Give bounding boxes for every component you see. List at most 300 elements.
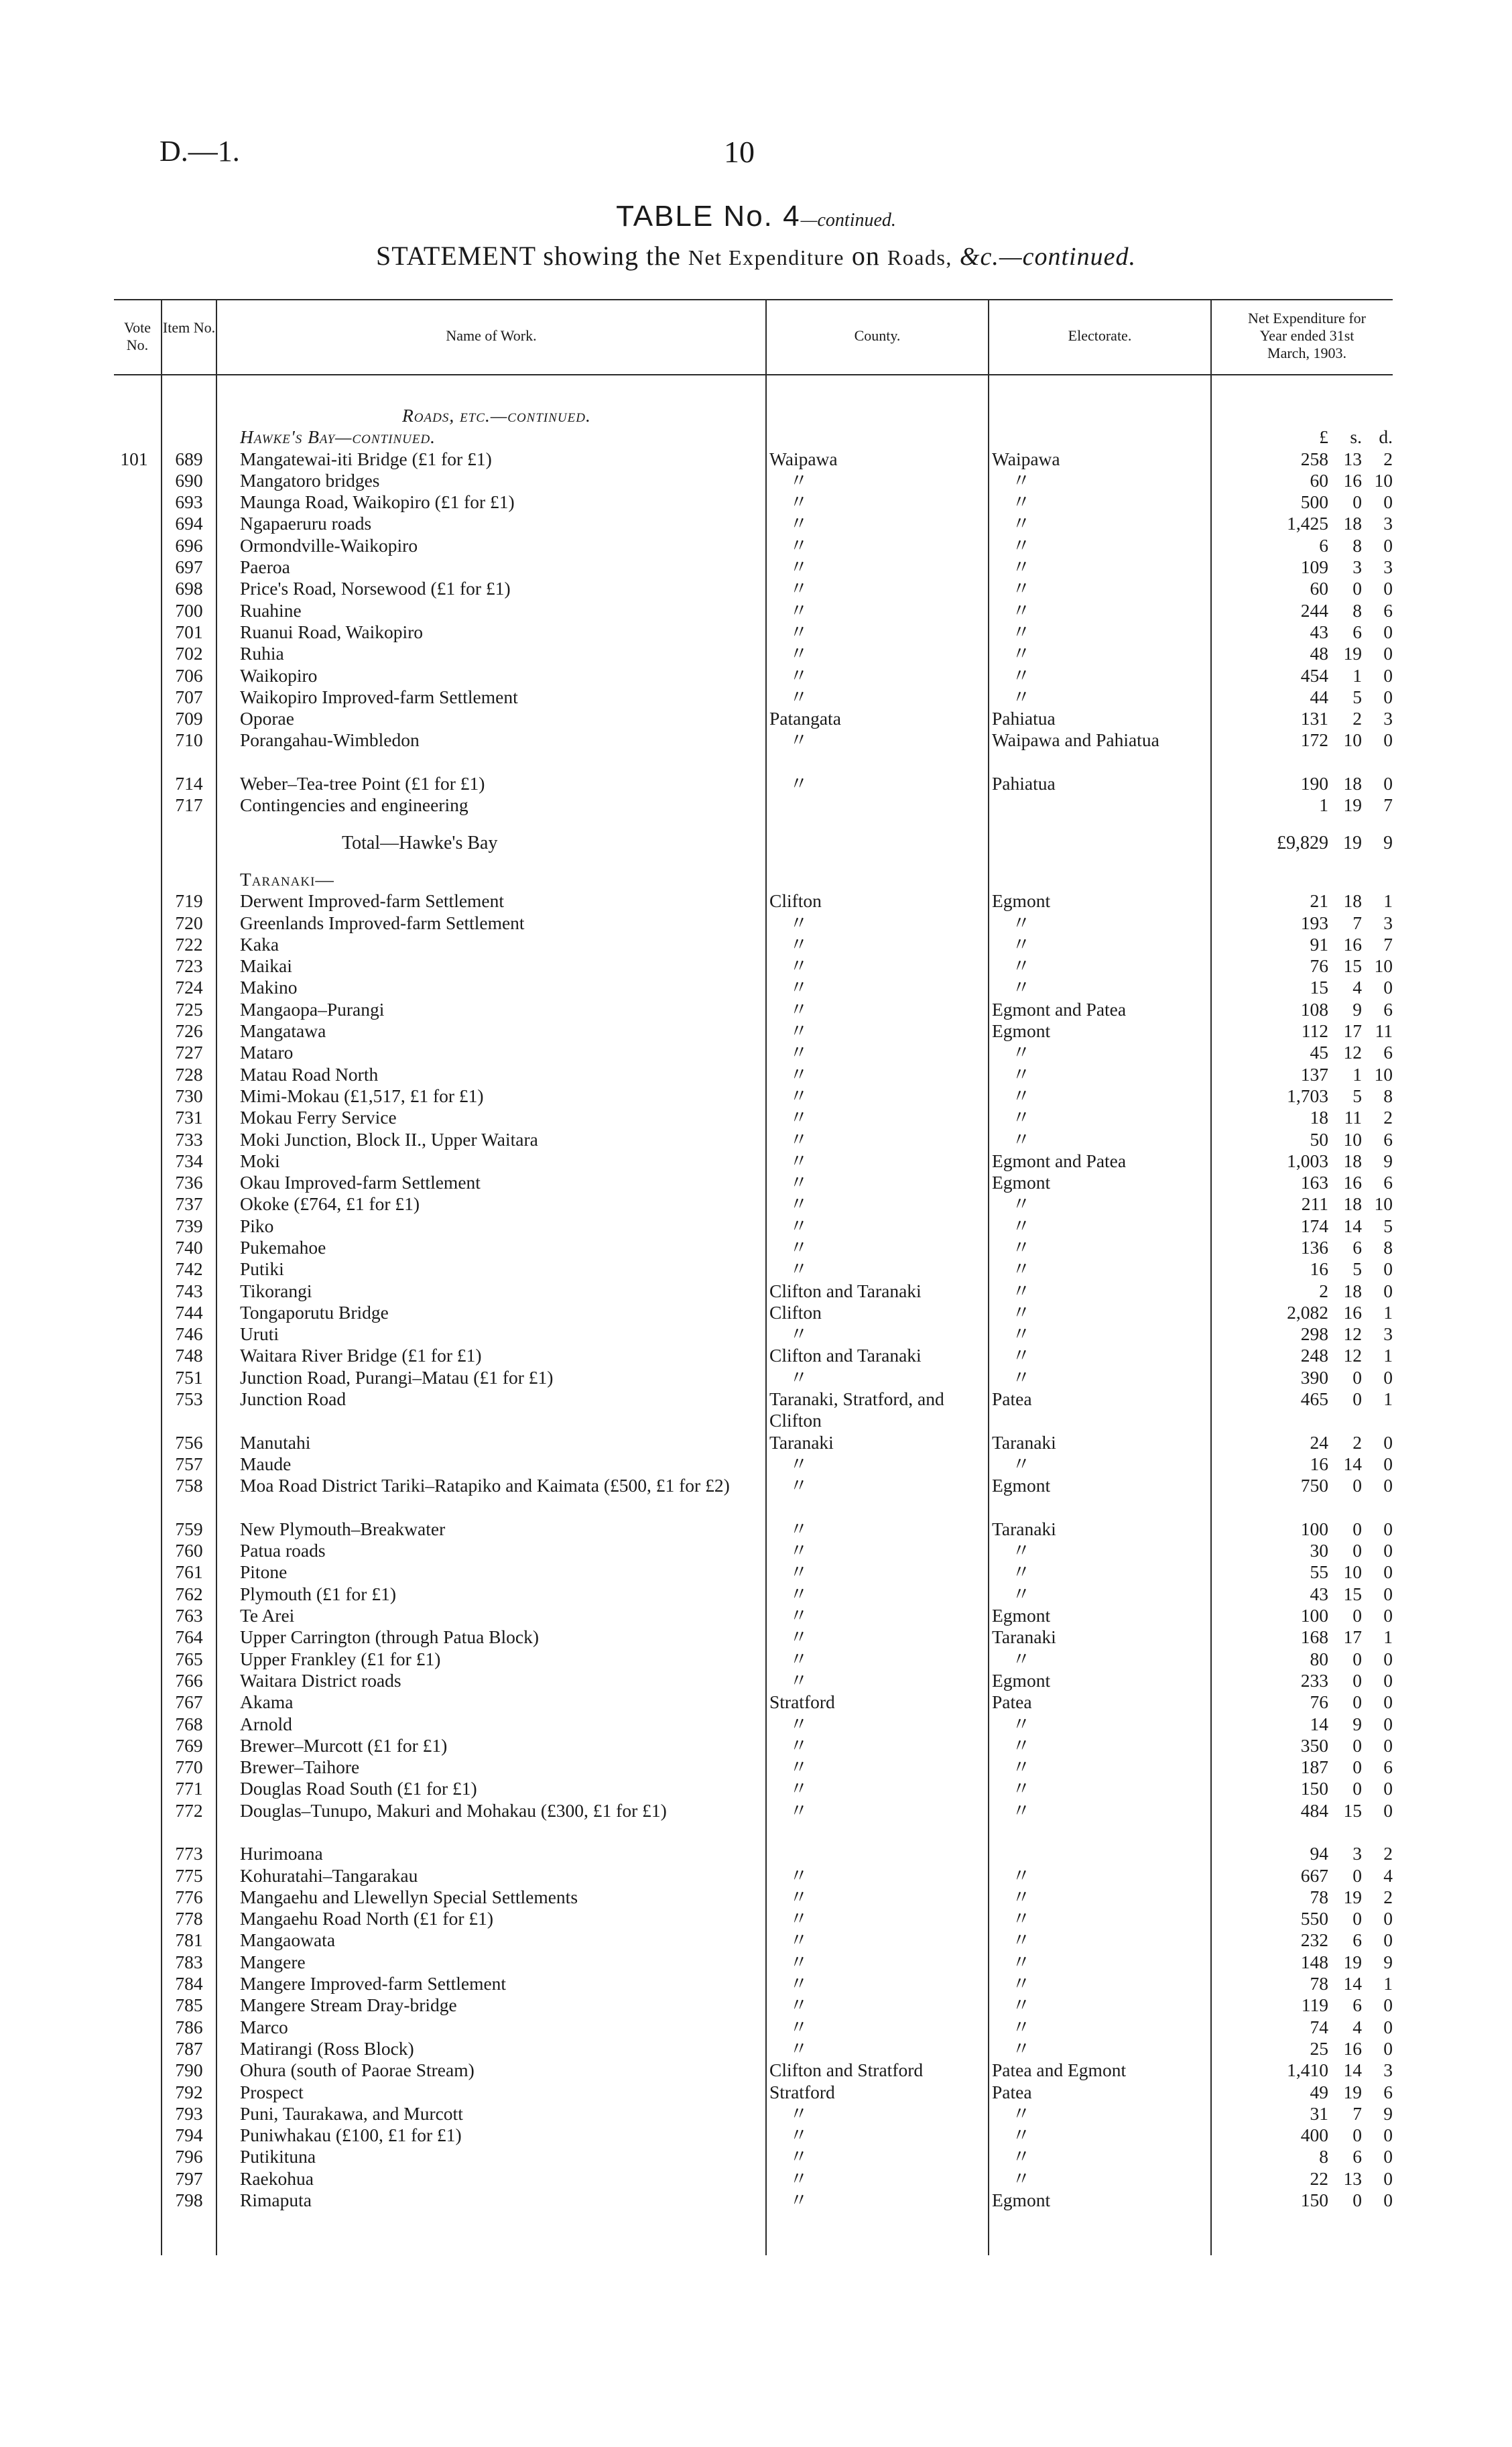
amount <box>1255 1670 1393 1691</box>
pence: 0 <box>1383 2125 1393 2146</box>
item-number: 743 <box>175 1280 203 1301</box>
electorate-cell: 〃 <box>1012 1799 1031 1821</box>
amount <box>1255 1302 1393 1323</box>
item-number: 767 <box>175 1691 203 1713</box>
pounds: 22 <box>1310 2167 1328 2189</box>
work-name: Douglas Road South (£1 for £1) <box>240 1778 477 1799</box>
pounds: 190 <box>1300 773 1328 794</box>
work-name: Ormondville-Waikopiro <box>240 534 418 556</box>
county-cell: 〃 <box>790 599 808 621</box>
item-number: 792 <box>175 2081 203 2102</box>
item-number: 727 <box>175 1042 203 1063</box>
item-number: 722 <box>175 933 203 955</box>
work-name: Upper Frankley (£1 for £1) <box>240 1648 441 1669</box>
electorate-cell: 〃 <box>1012 1648 1031 1669</box>
work-name: Douglas–Tunupo, Makuri and Mohakau (£300, £1 for £1) <box>240 1799 667 1821</box>
amount <box>1255 1756 1393 1778</box>
electorate-cell: Egmont and Patea <box>992 998 1127 1020</box>
amount <box>1255 1020 1393 1042</box>
table-row <box>114 2190 1393 2211</box>
pence: 1 <box>1383 1973 1393 1994</box>
work-name: Waitara District roads <box>240 1669 401 1691</box>
electorate-cell: 〃 <box>1012 1778 1031 1799</box>
work-name: Pukemahoe <box>240 1236 326 1258</box>
pence: 6 <box>1383 998 1393 1020</box>
item-number: 723 <box>175 955 203 977</box>
table-row <box>114 794 1393 816</box>
pence: 8 <box>1383 1236 1393 1258</box>
pounds: 109 <box>1300 556 1328 578</box>
pounds: 30 <box>1310 1540 1328 1561</box>
table-row <box>114 1778 1393 1799</box>
shillings: 3 <box>1352 556 1362 578</box>
electorate-cell: 〃 <box>1012 1063 1031 1085</box>
item-number: 706 <box>175 664 203 686</box>
amount <box>1255 1367 1393 1388</box>
amount <box>1255 1691 1393 1713</box>
section-hawkes-text: Hawke's Bay—continued. <box>240 426 436 448</box>
item-number: 739 <box>175 1215 203 1236</box>
table-body <box>114 405 1393 2211</box>
shillings: 7 <box>1352 912 1362 933</box>
shillings: 4 <box>1352 2016 1362 2037</box>
item-number: 707 <box>175 686 203 707</box>
shillings: 18 <box>1343 1280 1362 1301</box>
electorate-cell: 〃 <box>1012 1951 1031 1972</box>
amount <box>1255 643 1393 664</box>
county-cell: 〃 <box>790 1713 808 1734</box>
shillings: 1 <box>1352 664 1362 686</box>
shillings: 18 <box>1343 513 1362 534</box>
table-row <box>114 665 1393 687</box>
work-name: Mangaehu and Llewellyn Special Settlements <box>240 1886 578 1907</box>
pence: 0 <box>1383 2037 1393 2059</box>
county-cell: 〃 <box>790 1475 808 1496</box>
pence: 2 <box>1383 1843 1393 1864</box>
pounds: 108 <box>1300 998 1328 1020</box>
amount <box>1255 1735 1393 1756</box>
pence: 0 <box>1383 1669 1393 1691</box>
county-cell: Taranaki, Stratford, and Clifton <box>769 1388 944 1431</box>
work-name: Putiki <box>240 1258 284 1280</box>
electorate-cell: Taranaki <box>992 1518 1056 1539</box>
item-number: 759 <box>175 1518 203 1539</box>
table-row <box>114 1453 1393 1475</box>
amount <box>1255 2146 1393 2167</box>
shillings: 15 <box>1343 1799 1362 1821</box>
work-name: Makino <box>240 977 298 998</box>
pounds: 244 <box>1300 599 1328 621</box>
electorate-cell: 〃 <box>1012 664 1031 686</box>
section-heading-row <box>114 405 1393 426</box>
amount <box>1255 1626 1393 1648</box>
item-number: 771 <box>175 1778 203 1799</box>
electorate-cell: 〃 <box>1012 1215 1031 1236</box>
work-name: Mangere Stream Dray-bridge <box>240 1994 457 2016</box>
pence: 0 <box>1383 664 1393 686</box>
county-cell: 〃 <box>790 1734 808 1756</box>
amount <box>1255 2168 1393 2190</box>
col-header-vote: Vote No. <box>124 319 151 353</box>
pence: 0 <box>1383 1431 1393 1453</box>
pence: 1 <box>1383 1388 1393 1410</box>
table-row <box>114 912 1393 934</box>
county-cell: 〃 <box>790 643 808 664</box>
pence: 0 <box>1383 1648 1393 1669</box>
pence: 0 <box>1383 1734 1393 1756</box>
county-cell: 〃 <box>790 2167 808 2189</box>
electorate-cell: 〃 <box>1012 1085 1031 1106</box>
pounds: 6 <box>1319 534 1328 556</box>
amount <box>1255 794 1393 816</box>
col-header-electorate: Electorate. <box>1068 327 1132 344</box>
table-row <box>114 1756 1393 1778</box>
shillings: 19 <box>1343 1951 1362 1972</box>
electorate-cell: 〃 <box>1012 513 1031 534</box>
work-name: Rimaputa <box>240 2190 312 2211</box>
electorate-cell: Egmont <box>992 890 1051 912</box>
county-cell: 〃 <box>790 1561 808 1583</box>
electorate-cell: Egmont <box>992 1669 1051 1691</box>
work-name: Matirangi (Ross Block) <box>240 2037 414 2059</box>
shillings: 0 <box>1352 1540 1362 1561</box>
table-title-suffix: —continued. <box>800 210 896 231</box>
pence: 2 <box>1383 1107 1393 1128</box>
electorate-cell: Patea <box>992 1691 1032 1713</box>
electorate-cell: 〃 <box>1012 2016 1031 2037</box>
amount <box>1255 1929 1393 1951</box>
shillings: 4 <box>1352 977 1362 998</box>
electorate-cell: 〃 <box>1012 1929 1031 1951</box>
table-title <box>0 200 1512 233</box>
county-cell: 〃 <box>790 664 808 686</box>
table-row <box>114 1952 1393 1973</box>
pence: 6 <box>1383 1042 1393 1063</box>
table-row <box>114 1626 1393 1648</box>
county-cell: Patangata <box>769 708 841 729</box>
pounds: 78 <box>1310 1973 1328 1994</box>
table-title-text: TABLE No. 4 <box>616 200 801 233</box>
item-number: 689 <box>175 448 203 469</box>
shillings: 10 <box>1343 729 1362 751</box>
pence: 3 <box>1383 912 1393 933</box>
amount <box>1255 708 1393 729</box>
pence: 9 <box>1383 1951 1393 1972</box>
item-number: 690 <box>175 469 203 491</box>
work-name: Moa Road District Tariki–Ratapiko and Kaimata (£500, £1 for £2) <box>240 1475 730 1496</box>
county-cell: Waipawa <box>769 448 838 469</box>
shillings: 5 <box>1352 686 1362 707</box>
electorate-cell: 〃 <box>1012 1994 1031 2016</box>
amount <box>1255 578 1393 599</box>
item-number: 696 <box>175 534 203 556</box>
table-row <box>114 1973 1393 1994</box>
item-number: 734 <box>175 1150 203 1171</box>
pence: 0 <box>1383 2146 1393 2167</box>
work-name: Puniwhakau (£100, £1 for £1) <box>240 2125 462 2146</box>
shillings: 18 <box>1343 1193 1362 1215</box>
electorate-cell: 〃 <box>1012 556 1031 578</box>
work-name: Mangaowata <box>240 1929 336 1951</box>
amount <box>1255 1085 1393 1107</box>
col-header-net-expenditure: Net Expenditure for Year ended 31st March, 1903. <box>1248 310 1366 361</box>
table-row <box>114 513 1393 534</box>
table-row <box>114 1518 1393 1540</box>
total-shillings: 19 <box>1343 832 1362 853</box>
pounds: 24 <box>1310 1431 1328 1453</box>
item-number: 728 <box>175 1063 203 1085</box>
item-number: 787 <box>175 2037 203 2059</box>
table-row <box>114 1215 1393 1237</box>
pence: 1 <box>1383 1301 1393 1323</box>
table-row <box>114 687 1393 708</box>
electorate-cell: 〃 <box>1012 2102 1031 2124</box>
amount <box>1255 1584 1393 1605</box>
work-name: Manutahi <box>240 1431 311 1453</box>
amount <box>1255 621 1393 643</box>
electorate-cell: Egmont <box>992 1172 1051 1193</box>
table-row <box>114 556 1393 578</box>
shillings: 15 <box>1343 955 1362 977</box>
amount <box>1255 912 1393 934</box>
amount <box>1255 1042 1393 1063</box>
work-name: Tikorangi <box>240 1280 312 1301</box>
section-hawkes-bay-heading <box>240 426 870 448</box>
item-number: 781 <box>175 1929 203 1951</box>
work-name: Waikopiro Improved-farm Settlement <box>240 686 518 707</box>
item-number: 710 <box>175 729 203 751</box>
work-name: Kohuratahi–Tangarakau <box>240 1864 418 1886</box>
table-row <box>114 2146 1393 2167</box>
pounds: 350 <box>1300 1734 1328 1756</box>
amount <box>1255 600 1393 621</box>
work-name: Arnold <box>240 1713 292 1734</box>
county-cell: 〃 <box>790 1518 808 1539</box>
item-number: 742 <box>175 1258 203 1280</box>
electorate-cell: 〃 <box>1012 1345 1031 1366</box>
shillings: 0 <box>1352 1648 1362 1669</box>
county-cell: 〃 <box>790 2190 808 2211</box>
pounds: 298 <box>1300 1323 1328 1345</box>
work-name: Oporae <box>240 708 294 729</box>
pounds: 232 <box>1300 1929 1328 1951</box>
shillings: 0 <box>1352 2190 1362 2211</box>
pence: 0 <box>1383 1583 1393 1604</box>
pounds: 248 <box>1300 1345 1328 1366</box>
table-row <box>114 1388 1393 1432</box>
pounds: 148 <box>1300 1951 1328 1972</box>
work-name: Derwent Improved-farm Settlement <box>240 890 505 912</box>
shillings: 19 <box>1343 1886 1362 1907</box>
electorate-cell: 〃 <box>1012 1713 1031 1734</box>
work-name: Weber–Tea-tree Point (£1 for £1) <box>240 773 485 794</box>
shillings: 16 <box>1343 469 1362 491</box>
shillings: 8 <box>1352 534 1362 556</box>
item-number: 784 <box>175 1973 203 1994</box>
pounds: 76 <box>1310 1691 1328 1713</box>
electorate-cell: Pahiatua <box>992 708 1056 729</box>
shillings: 8 <box>1352 599 1362 621</box>
county-cell: 〃 <box>790 1150 808 1171</box>
amount <box>1255 2190 1393 2211</box>
shillings: 13 <box>1343 2167 1362 2189</box>
shillings: 0 <box>1352 578 1362 599</box>
electorate-cell: Egmont <box>992 1605 1051 1626</box>
county-cell: 〃 <box>790 2125 808 2146</box>
work-name: Piko <box>240 1215 274 1236</box>
shillings: 5 <box>1352 1085 1362 1106</box>
county-cell: 〃 <box>790 1236 808 1258</box>
subtitle-net-expenditure: Net Expenditure <box>688 245 844 270</box>
county-cell: 〃 <box>790 1799 808 1821</box>
taranaki-rows <box>114 890 1393 2211</box>
item-number: 756 <box>175 1431 203 1453</box>
county-cell: 〃 <box>790 469 808 491</box>
work-name: Mangatawa <box>240 1020 326 1042</box>
pence: 0 <box>1383 1518 1393 1539</box>
pounds-symbol: £ <box>1319 426 1328 448</box>
item-number: 786 <box>175 2016 203 2037</box>
pence: 0 <box>1383 773 1393 794</box>
work-name: Okoke (£764, £1 for £1) <box>240 1193 420 1215</box>
amount <box>1255 687 1393 708</box>
shillings: 16 <box>1343 2037 1362 2059</box>
electorate-cell: 〃 <box>1012 1193 1031 1215</box>
shillings: 12 <box>1343 1042 1362 1063</box>
county-cell: 〃 <box>790 1994 808 2016</box>
amount <box>1255 2017 1393 2038</box>
county-cell: 〃 <box>790 2146 808 2167</box>
pounds: 15 <box>1310 977 1328 998</box>
table-row <box>114 999 1393 1020</box>
item-number: 731 <box>175 1107 203 1128</box>
pounds: 137 <box>1300 1063 1328 1085</box>
shillings: 6 <box>1352 1994 1362 2016</box>
pence: 6 <box>1383 1172 1393 1193</box>
pence: 3 <box>1383 556 1393 578</box>
amount <box>1255 1778 1393 1799</box>
item-number: 736 <box>175 1172 203 1193</box>
shillings: 6 <box>1352 2146 1362 2167</box>
pounds: 78 <box>1310 1886 1328 1907</box>
county-cell: 〃 <box>790 1886 808 1907</box>
item-number: 776 <box>175 1886 203 1907</box>
pence: 0 <box>1383 1908 1393 1929</box>
pounds: 193 <box>1300 912 1328 933</box>
item-number: 701 <box>175 621 203 642</box>
table-row <box>114 1432 1393 1453</box>
electorate-cell: 〃 <box>1012 686 1031 707</box>
pounds: 168 <box>1300 1626 1328 1648</box>
pence: 0 <box>1383 1453 1393 1474</box>
amount <box>1255 1518 1393 1540</box>
item-number: 761 <box>175 1561 203 1583</box>
pounds: 76 <box>1310 955 1328 977</box>
table-row <box>114 1042 1393 1063</box>
item-number: 714 <box>175 773 203 794</box>
pounds: 211 <box>1301 1193 1328 1215</box>
county-cell: Clifton <box>769 1301 822 1323</box>
electorate-cell: 〃 <box>1012 469 1031 491</box>
item-number: 746 <box>175 1323 203 1345</box>
work-name: Te Arei <box>240 1605 295 1626</box>
electorate-cell: Patea <box>992 2081 1032 2102</box>
amount <box>1255 1475 1393 1496</box>
pounds: 49 <box>1310 2081 1328 2102</box>
work-name: Ruanui Road, Waikopiro <box>240 621 424 642</box>
shillings: 18 <box>1343 1150 1362 1171</box>
county-cell: 〃 <box>790 534 808 556</box>
table-row <box>114 773 1393 794</box>
work-name: Brewer–Murcott (£1 for £1) <box>240 1734 448 1756</box>
county-cell: 〃 <box>790 578 808 599</box>
county-cell: 〃 <box>790 1605 808 1626</box>
pounds: 174 <box>1300 1215 1328 1236</box>
table-row <box>114 1561 1393 1583</box>
pounds: 500 <box>1300 491 1328 513</box>
pounds: 2,082 <box>1287 1301 1328 1323</box>
table-row <box>114 955 1393 977</box>
shillings: 14 <box>1343 1973 1362 1994</box>
pounds: 136 <box>1300 1236 1328 1258</box>
electorate-cell: 〃 <box>1012 621 1031 642</box>
pounds: 484 <box>1300 1799 1328 1821</box>
county-cell: 〃 <box>790 556 808 578</box>
pounds: 1,703 <box>1287 1085 1328 1106</box>
pounds: 1,003 <box>1287 1150 1328 1171</box>
pence: 0 <box>1383 1561 1393 1583</box>
pounds: 80 <box>1310 1648 1328 1669</box>
amount <box>1255 955 1393 977</box>
work-name: Mangaopa–Purangi <box>240 998 385 1020</box>
work-name: Porangahau-Wimbledon <box>240 729 420 751</box>
county-cell: 〃 <box>790 1172 808 1193</box>
county-cell: 〃 <box>790 1042 808 1063</box>
work-name: Mangatoro bridges <box>240 469 380 491</box>
amount <box>1255 1952 1393 1973</box>
electorate-cell: 〃 <box>1012 578 1031 599</box>
item-number: 717 <box>175 794 203 816</box>
table-row <box>114 1323 1393 1345</box>
work-name: Maude <box>240 1453 292 1474</box>
electorate-cell: Egmont <box>992 2190 1051 2211</box>
shillings: 18 <box>1343 773 1362 794</box>
work-name: Uruti <box>240 1323 279 1345</box>
pence: 0 <box>1383 1713 1393 1734</box>
pounds: 163 <box>1300 1172 1328 1193</box>
item-number: 725 <box>175 998 203 1020</box>
pounds: 45 <box>1310 1042 1328 1063</box>
pence: 0 <box>1383 578 1393 599</box>
work-name: Tongaporutu Bridge <box>240 1301 389 1323</box>
pence: 10 <box>1374 469 1393 491</box>
pounds: 25 <box>1310 2037 1328 2059</box>
county-cell: 〃 <box>790 1323 808 1345</box>
pounds: 187 <box>1300 1756 1328 1778</box>
electorate-cell: 〃 <box>1012 1280 1031 1301</box>
electorate-cell: 〃 <box>1012 1540 1031 1561</box>
item-number: 730 <box>175 1085 203 1106</box>
pence: 0 <box>1383 534 1393 556</box>
table-row <box>114 1735 1393 1756</box>
pence: 10 <box>1374 1063 1393 1085</box>
shillings: 3 <box>1352 1843 1362 1864</box>
item-number: 702 <box>175 643 203 664</box>
work-name: Plymouth (£1 for £1) <box>240 1583 396 1604</box>
electorate-cell: 〃 <box>1012 2146 1031 2167</box>
pounds: 31 <box>1310 2102 1328 2124</box>
pounds: 14 <box>1310 1713 1328 1734</box>
